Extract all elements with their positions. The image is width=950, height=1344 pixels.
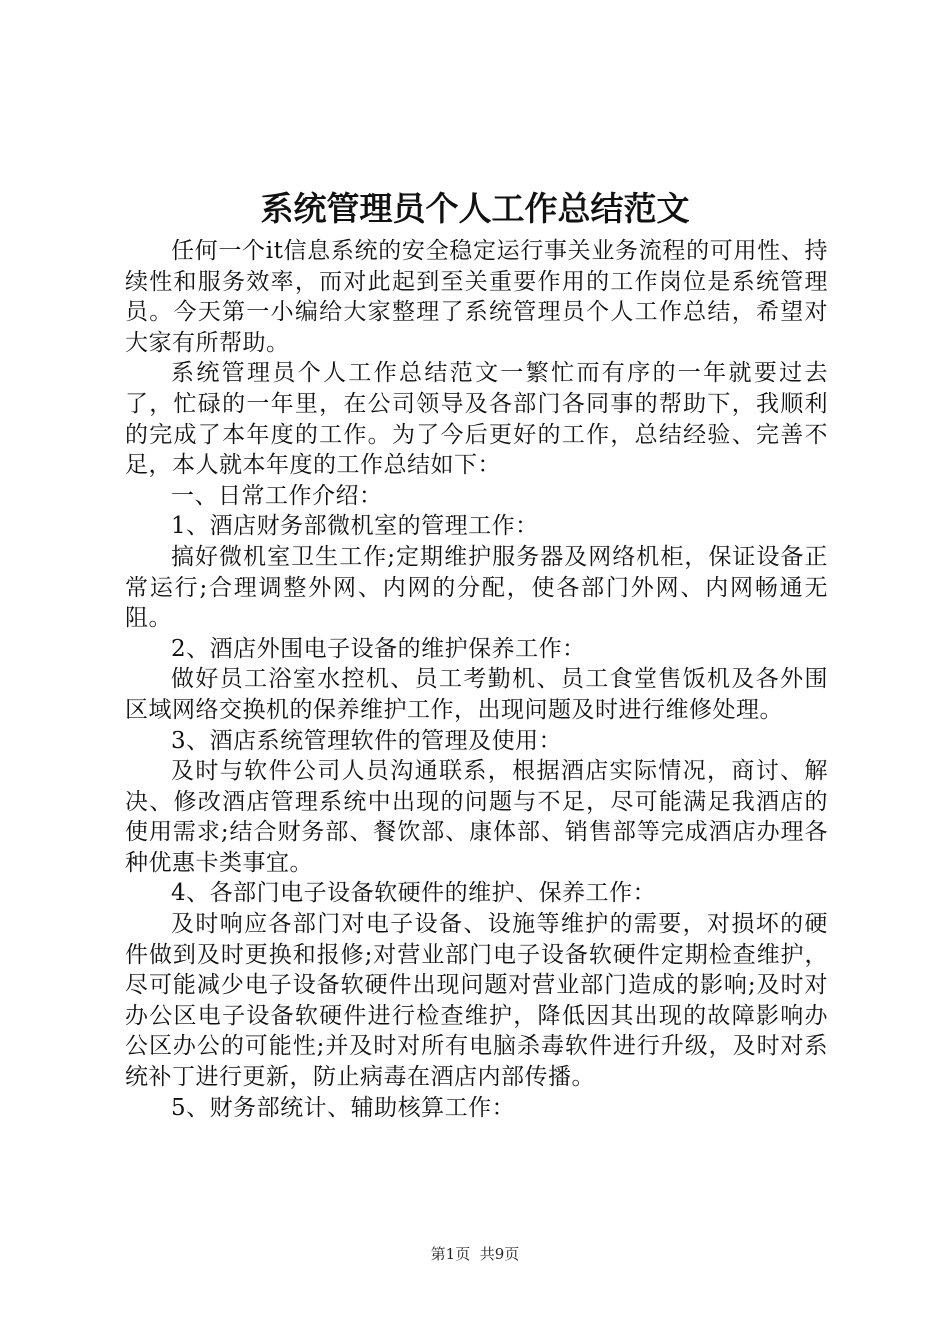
page-number: 第1页 bbox=[430, 1245, 471, 1263]
paragraph: 系统管理员个人工作总结范文一繁忙而有序的一年就要过去了，忙碌的一年里，在公司领导及各部门各同事的帮助下，我顺利的完成了本年度的工作。为了今后更好的工作，总结经验、完善不足，本人就本年度的工作总结如下： bbox=[125, 360, 828, 479]
paragraph: 及时响应各部门对电子设备、设施等维护的需要，对损坏的硬件做到及时更换和报修;对营业部门电子设备软硬件定期检查维护，尽可能减少电子设备软硬件出现问题对营业部门造成的影响;及时对办公区电子设备软硬件进行检查维护，降低因其出现的故障影响办公区办公的可能性;并及时对所有电脑杀毒软件进行升级，及时对系统补丁进行更新，防止病毒在酒店内部传播。 bbox=[125, 911, 828, 1091]
page-title: 系统管理员个人工作总结范文 bbox=[260, 189, 690, 228]
subsection-heading: 2、酒店外围电子设备的维护保养工作： bbox=[171, 635, 586, 662]
page-total: 共9页 bbox=[479, 1245, 520, 1263]
subsection-heading: 4、各部门电子设备软硬件的维护、保养工作： bbox=[171, 880, 657, 907]
paragraph: 搞好微机室卫生工作;定期维护服务器及网络机柜，保证设备正常运行;合理调整外网、内网的分配，使各部门外网、内网畅通无阻。 bbox=[125, 543, 828, 632]
paragraph: 及时与软件公司人员沟通联系，根据酒店实际情况，商讨、解决、修改酒店管理系统中出现的问题与不足，尽可能满足我酒店的使用需求;结合财务部、餐饮部、康体部、销售部等完成酒店办理各种优惠卡类事宜。 bbox=[125, 758, 828, 876]
page-footer bbox=[0, 1244, 950, 1264]
subsection-heading: 1、酒店财务部微机室的管理工作： bbox=[171, 513, 539, 540]
subsection-heading: 3、酒店系统管理软件的管理及使用： bbox=[171, 727, 563, 754]
section-heading: 一、日常工作介绍： bbox=[171, 482, 383, 509]
subsection-heading: 5、财务部统计、辅助核算工作： bbox=[171, 1094, 516, 1121]
paragraph: 任何一个it信息系统的安全稳定运行事关业务流程的可用性、持续性和服务效率，而对此起到至关重要作用的工作岗位是系统管理员。今天第一小编给大家整理了系统管理员个人工作总结，希望对大家有所帮助。 bbox=[125, 238, 828, 356]
document-body bbox=[125, 236, 828, 1123]
paragraph: 做好员工浴室水控机、员工考勤机、员工食堂售饭机及各外围区域网络交换机的保养维护工作，出现问题及时进行维修处理。 bbox=[125, 666, 828, 723]
